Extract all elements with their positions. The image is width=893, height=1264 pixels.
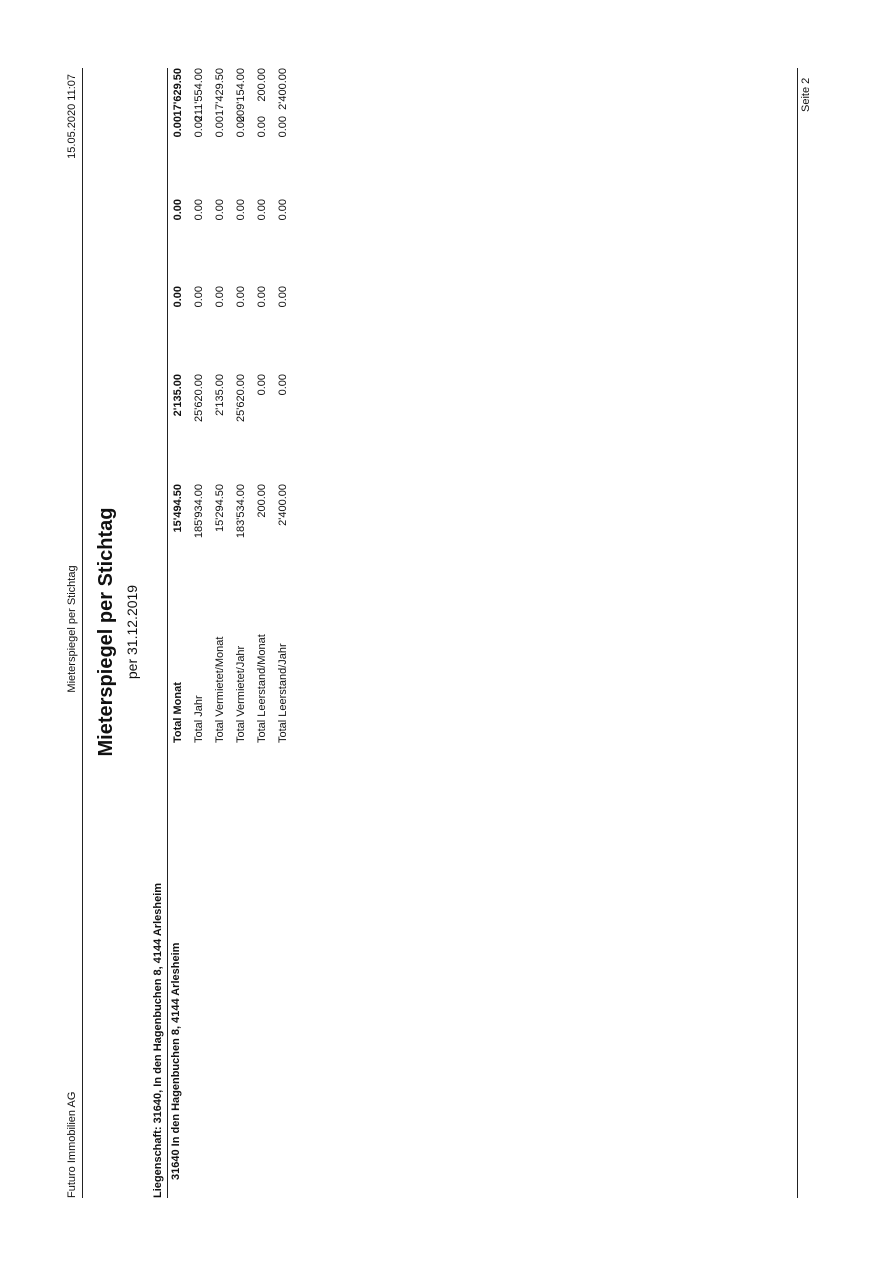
row-value-col-5: 0.00 (214, 116, 226, 138)
row-value-col-6: 17'629.50 (172, 68, 184, 117)
row-value-col-4: 0.00 (235, 199, 247, 221)
row-value-col-2: 25'620.00 (235, 374, 247, 422)
report-datetime: 15.05.2020 11:07 (66, 74, 78, 159)
row-value-col-4: 0.00 (256, 199, 268, 221)
row-value-col-1: 200.00 (256, 484, 268, 518)
row-value-col-3: 0.00 (256, 286, 268, 308)
row-value-col-1: 2'400.00 (277, 484, 289, 526)
row-label: Total Leerstand/Jahr (277, 643, 289, 743)
row-value-col-4: 0.00 (214, 199, 226, 221)
row-value-col-3: 0.00 (193, 286, 205, 308)
row-value-col-6: 209'154.00 (235, 68, 247, 123)
row-label: Total Vermietet/Jahr (235, 645, 247, 743)
row-label: Total Jahr (193, 695, 205, 743)
company-name: Futuro Immobilien AG (66, 1091, 78, 1198)
header-rule (82, 68, 83, 1198)
row-value-col-1: 185'934.00 (193, 484, 205, 539)
row-value-col-2: 0.00 (256, 374, 268, 396)
row-value-col-2: 2'135.00 (172, 374, 184, 417)
row-value-col-4: 0.00 (172, 199, 184, 221)
report-name: Mieterspiegel per Stichtag (66, 565, 78, 693)
row-value-col-4: 0.00 (193, 199, 205, 221)
page-subtitle: per 31.12.2019 (124, 584, 140, 680)
row-value-col-4: 0.00 (277, 199, 289, 221)
row-value-col-2: 0.00 (277, 374, 289, 396)
row-value-col-6: 200.00 (256, 68, 268, 102)
row-value-col-5: 0.00 (172, 116, 184, 138)
row-label: Total Leerstand/Monat (256, 634, 268, 743)
row-value-col-5: 0.00 (277, 116, 289, 138)
row-value-col-5: 0.00 (256, 116, 268, 138)
row-value-col-1: 15'294.50 (214, 484, 226, 532)
row-value-col-6: 2'400.00 (277, 68, 289, 110)
row-value-col-2: 25'620.00 (193, 374, 205, 422)
page-title: Mieterspiegel per Stichtag (95, 507, 117, 757)
object-header: 31640 In den Hagenbuchen 8, 4144 Arlesheim (170, 942, 182, 1180)
row-value-col-3: 0.00 (172, 286, 184, 308)
row-value-col-3: 0.00 (235, 286, 247, 308)
row-value-col-5: 0.00 (235, 116, 247, 138)
row-value-col-2: 2'135.00 (214, 374, 226, 416)
row-value-col-1: 15'494.50 (172, 484, 184, 533)
row-value-col-6: 17'429.50 (214, 68, 226, 116)
row-label: Total Monat (172, 682, 184, 743)
row-value-col-5: 0.00 (193, 116, 205, 138)
property-header: Liegenschaft: 31640, In den Hagenbuchen 8, 4144 Arlesheim (152, 882, 164, 1198)
page-number: Seite 2 (800, 77, 812, 112)
property-rule (167, 68, 168, 1198)
footer-rule (797, 68, 798, 1198)
row-label: Total Vermietet/Monat (214, 636, 226, 743)
row-value-col-1: 183'534.00 (235, 484, 247, 539)
row-value-col-3: 0.00 (277, 286, 289, 308)
row-value-col-3: 0.00 (214, 286, 226, 308)
row-value-col-6: 211'554.00 (193, 68, 205, 122)
